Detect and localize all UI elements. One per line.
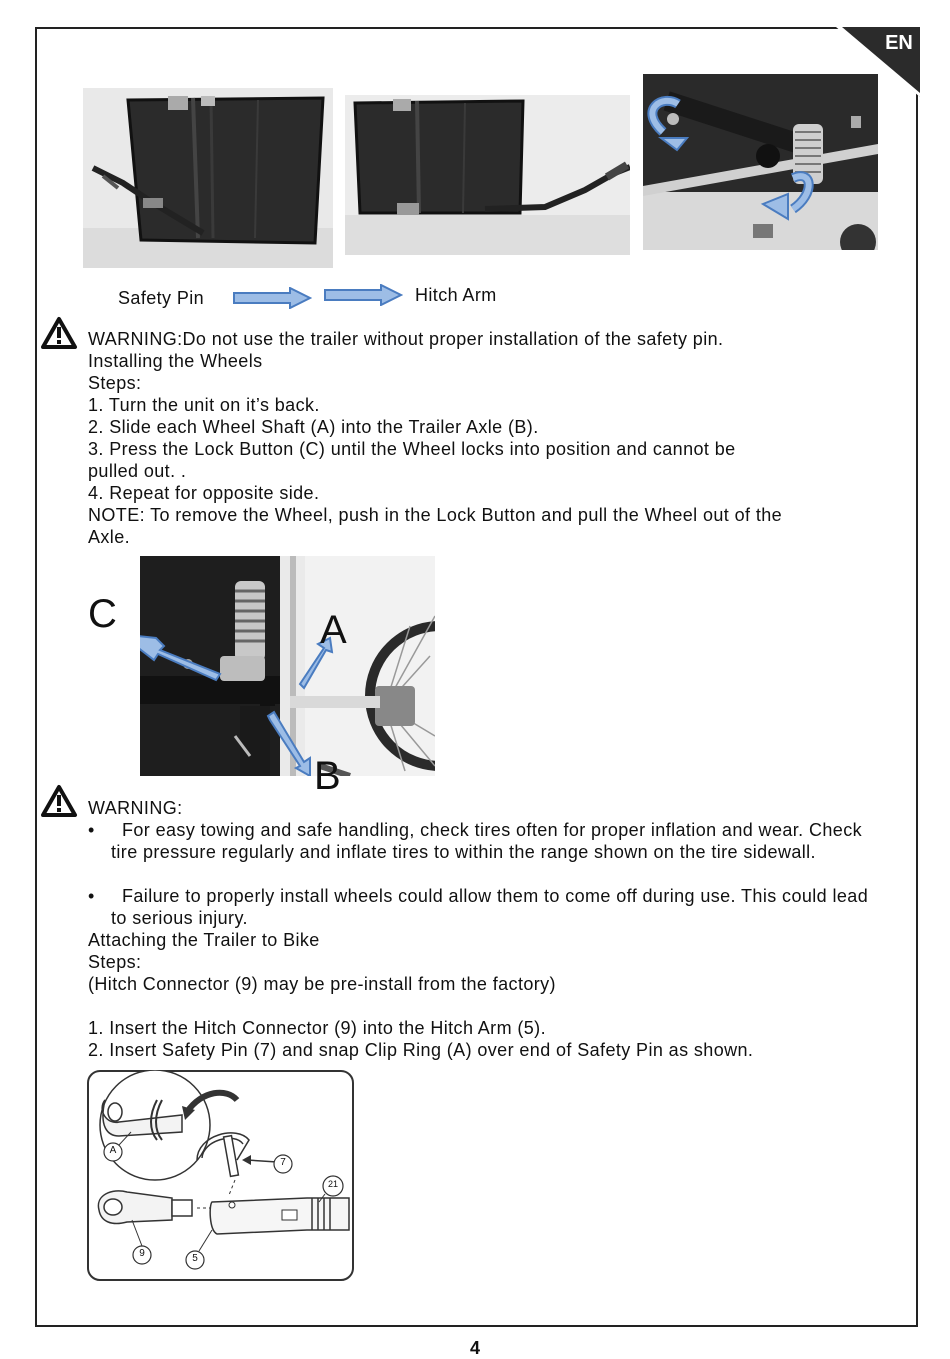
warning-heading: WARNING: (88, 798, 183, 818)
warning-safety-pin: WARNING:Do not use the trailer without proper installation of the safety pin. (88, 329, 724, 349)
steps-label: Steps: (88, 952, 142, 972)
note-line: NOTE: To remove the Wheel, push in the Lock Button and pull the Wheel out of the (88, 505, 783, 525)
trailer-axle-label: B (314, 754, 341, 798)
step-line: 3. Press the Lock Button (C) until the Wheel locks into position and cannot be (88, 439, 736, 459)
lock-button-label: C (88, 592, 117, 636)
wheel-shaft-label: A (320, 608, 347, 652)
step-line: 1. Insert the Hitch Connector (9) into the Hitch Arm (5). (88, 1018, 546, 1038)
bullet-glyph: • (88, 886, 95, 906)
step-line: pulled out. . (88, 461, 187, 481)
page-number: 4 (469, 1338, 480, 1358)
trailer-extended-photo (345, 95, 630, 255)
warning-triangle-icon (40, 316, 78, 350)
language-label: EN (885, 32, 913, 54)
wheel-installation-photo (140, 556, 435, 776)
right-arrow-icon (232, 287, 312, 309)
pre-install-note: (Hitch Connector (9) may be pre-install from the factory) (88, 974, 556, 994)
step-line: 4. Repeat for opposite side. (88, 483, 320, 503)
right-arrow-icon (323, 284, 403, 306)
steps-label: Steps: (88, 373, 142, 393)
callout-a: A (109, 1145, 117, 1156)
section-title-wheels: Installing the Wheels (88, 351, 263, 371)
hitch-arm-caption: Hitch Arm (415, 285, 497, 305)
trailer-folded-photo (83, 88, 333, 268)
step-line: 1. Turn the unit on it’s back. (88, 395, 320, 415)
bullet-glyph: • (88, 820, 95, 840)
note-line: Axle. (88, 527, 131, 547)
step-line: 2. Insert Safety Pin (7) and snap Clip Ring (A) over end of Safety Pin as shown. (88, 1040, 754, 1060)
section-title-attaching: Attaching the Trailer to Bike (88, 930, 320, 950)
warning-bullet: For easy towing and safe handling, check tires often for proper inflation and wear. Check tire pressure regularly and inflate tires to within the range shown on the tire sidewall. (111, 820, 862, 862)
callout-5: 5 (192, 1253, 198, 1264)
warning-triangle-icon (40, 784, 78, 818)
hitch-connector-diagram (87, 1070, 355, 1282)
callout-9: 9 (139, 1248, 145, 1259)
warning-bullet: Failure to properly install wheels could allow them to come off during use. This could lead to serious injury. (111, 886, 869, 928)
callout-7: 7 (280, 1157, 286, 1168)
safety-pin-caption: Safety Pin (118, 288, 205, 308)
step-line: 2. Slide each Wheel Shaft (A) into the Trailer Axle (B). (88, 417, 539, 437)
hitch-mount-photo (643, 74, 878, 250)
callout-21: 21 (327, 1179, 338, 1189)
